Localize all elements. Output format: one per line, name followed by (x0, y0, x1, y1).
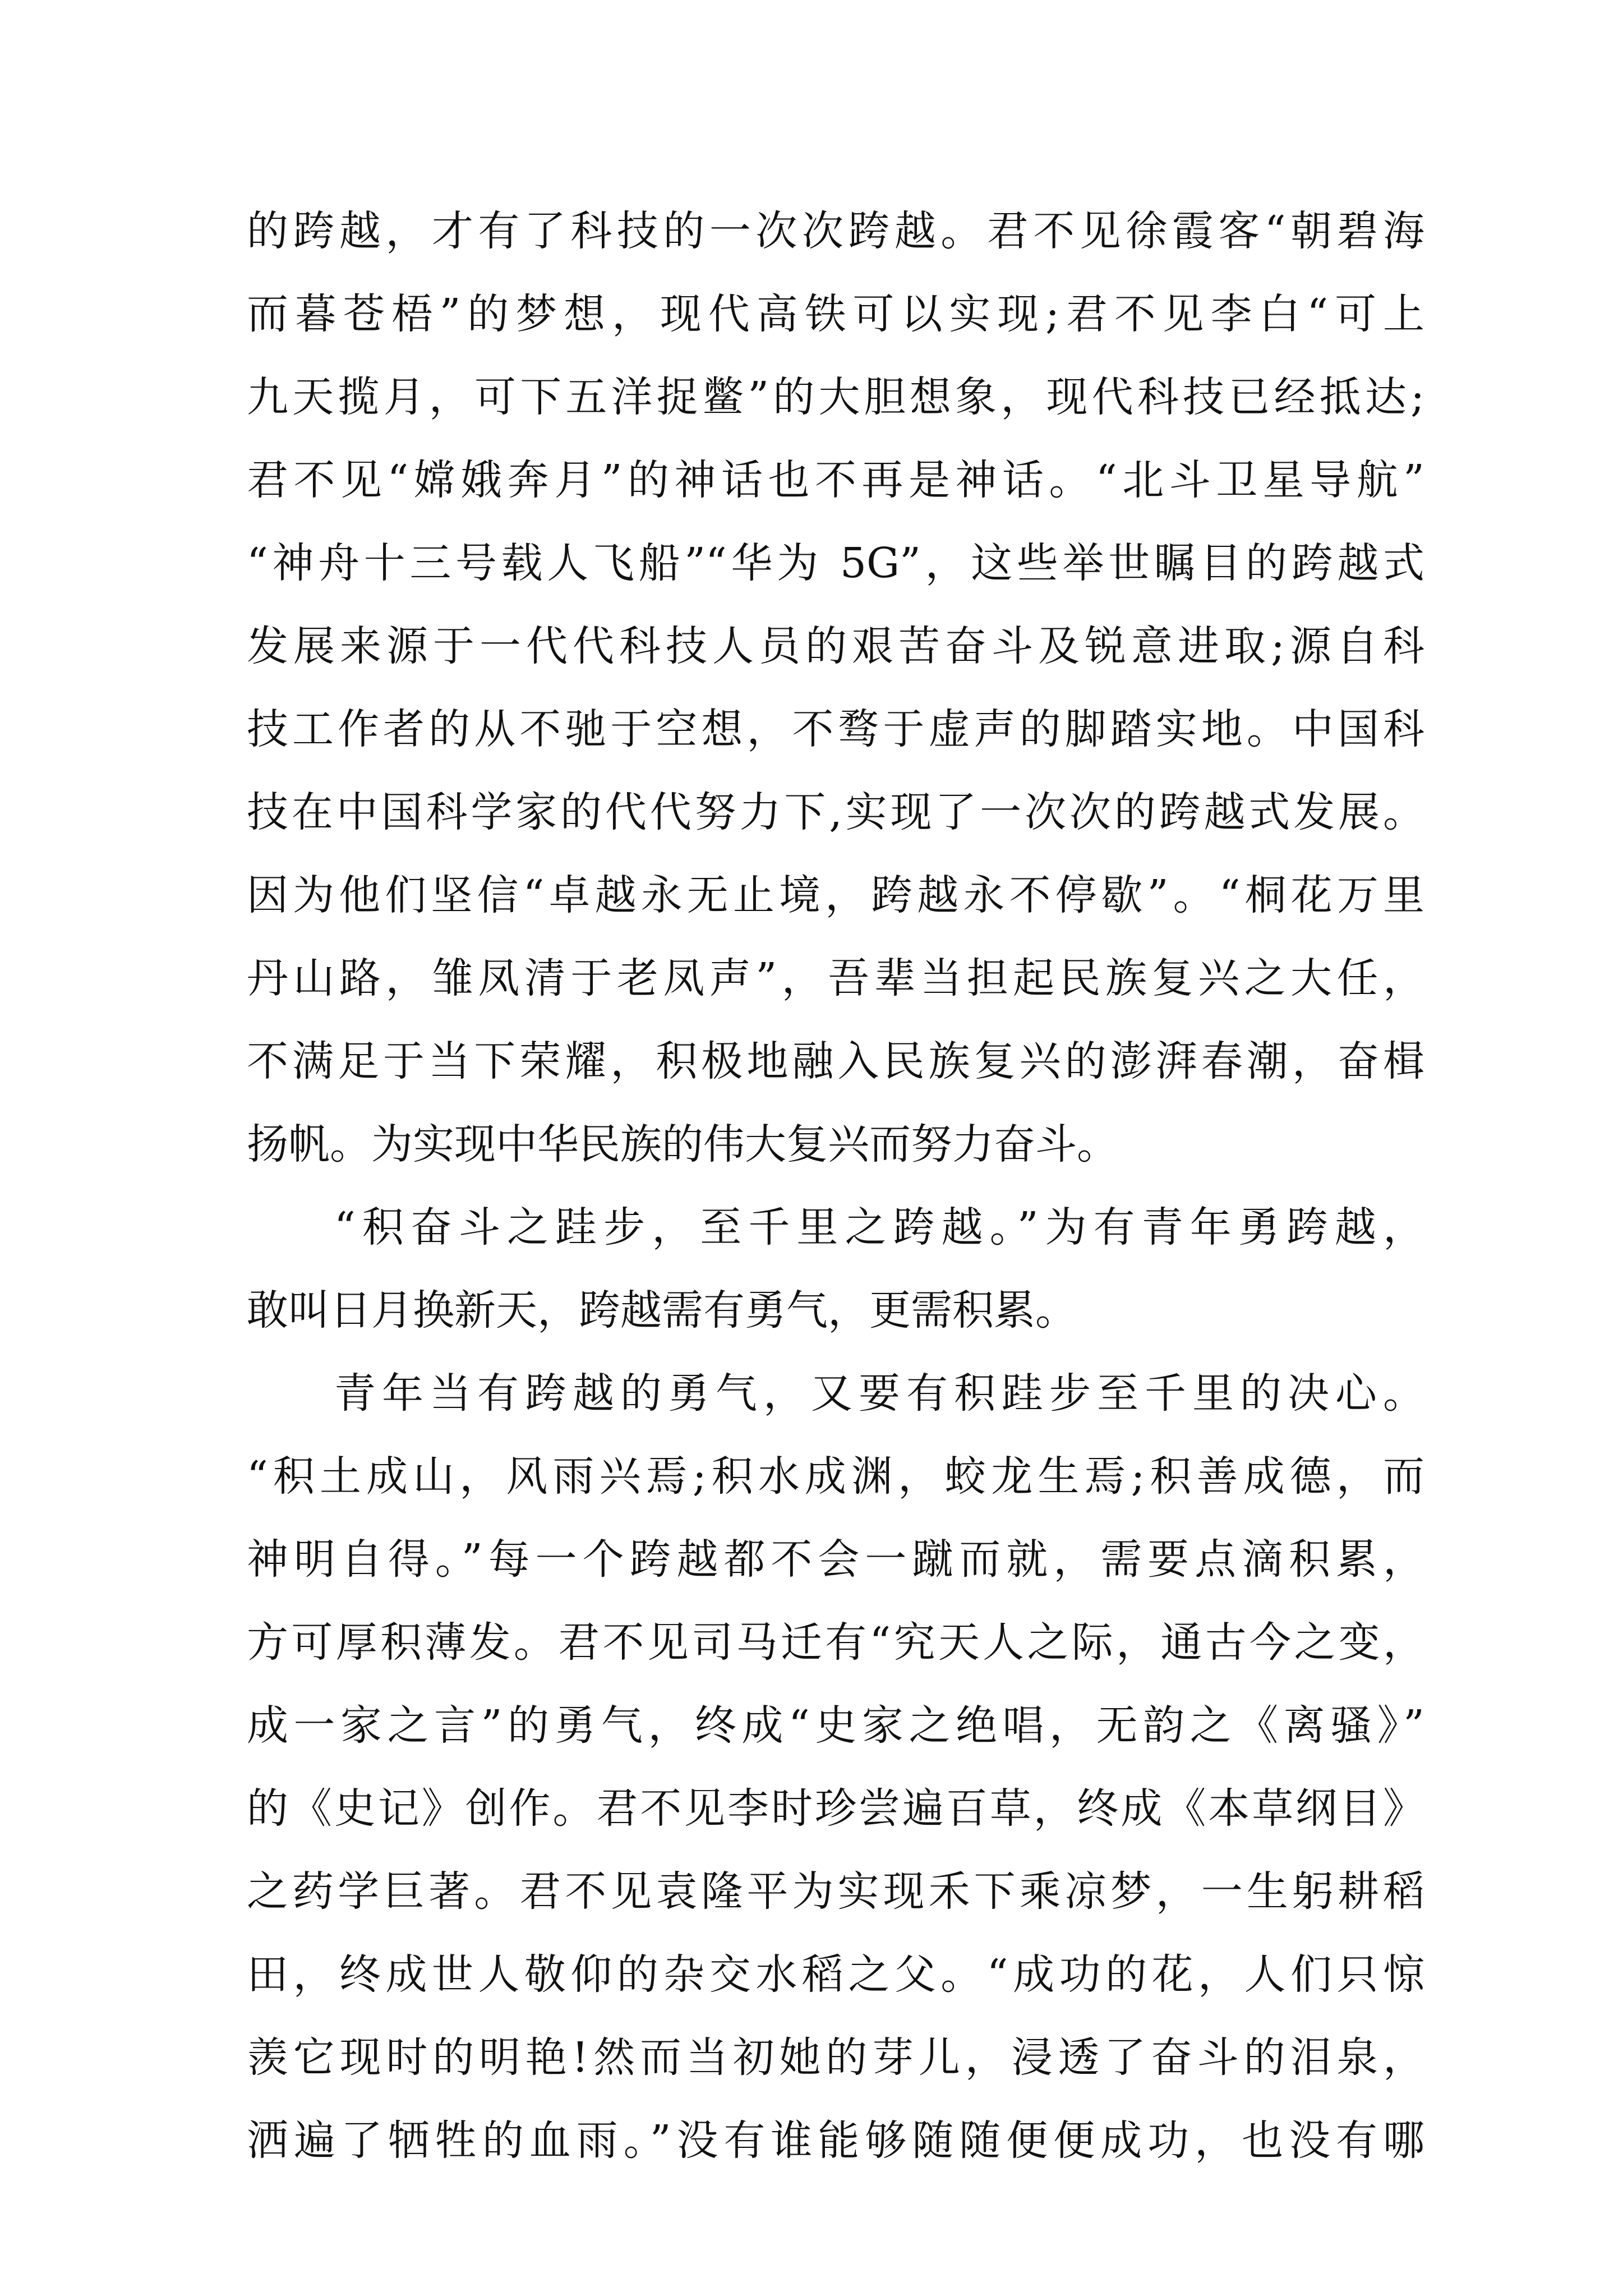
text-line: 的跨越，才有了科技的一次次跨越。君不见徐霞客“朝碧海 (247, 207, 1424, 255)
text-line: 的《史记》创作。君不见李时珍尝遍百草，终成《本草纲目》 (247, 1784, 1424, 1833)
text-line: 君不见“嫦娥奔月”的神话也不再是神话。“北斗卫星导航” (247, 456, 1424, 504)
text-line: 不满足于当下荣耀，积极地融入民族复兴的澎湃春潮，奋楫 (247, 1037, 1424, 1085)
text-line: “神舟十三号载人飞船”“华为 5G”，这些举世瞩目的跨越式 (247, 539, 1424, 587)
text-line: 发展来源于一代代科技人员的艰苦奋斗及锐意进取;源自科 (247, 622, 1424, 670)
text-line: 洒遍了牺牲的血雨。”没有谁能够随随便便成功，也没有哪 (247, 2116, 1424, 2165)
text-line: 九天揽月，可下五洋捉鳖”的大胆想象，现代科技已经抵达; (247, 373, 1424, 421)
text-line: 丹山路，雏凤清于老凤声”，吾辈当担起民族复兴之大任， (247, 954, 1424, 1002)
text-line: 成一家之言”的勇气，终成“史家之绝唱，无韵之《离骚》” (247, 1701, 1424, 1750)
text-line: 敢叫日月换新天，跨越需有勇气，更需积累。 (247, 1286, 1077, 1335)
text-line: 之药学巨著。君不见袁隆平为实现禾下乘凉梦，一生躬耕稻 (247, 1867, 1424, 1916)
text-line: “积土成山，风雨兴焉;积水成渊，蛟龙生焉;积善成德，而 (247, 1452, 1424, 1501)
text-line: 田，终成世人敬仰的杂交水稻之父。“成功的花，人们只惊 (247, 1950, 1424, 1999)
text-line: 而暮苍梧”的梦想，现代高铁可以实现;君不见李白“可上 (247, 290, 1424, 338)
text-line: 羡它现时的明艳!然而当初她的芽儿，浸透了奋斗的泪泉， (247, 2033, 1424, 2082)
text-line: 青年当有跨越的勇气，又要有积跬步至千里的决心。 (334, 1369, 1424, 1418)
text-line: 技工作者的从不驰于空想，不骛于虚声的脚踏实地。中国科 (247, 705, 1424, 753)
text-line: 扬帆。为实现中华民族的伟大复兴而努力奋斗。 (247, 1120, 1118, 1168)
text-line: 方可厚积薄发。君不见司马迁有“究天人之际，通古今之变， (247, 1618, 1424, 1667)
text-line: 神明自得。”每一个跨越都不会一蹴而就，需要点滴积累， (247, 1535, 1424, 1584)
text-line: 技在中国科学家的代代努力下,实现了一次次的跨越式发展。 (247, 788, 1424, 836)
body-text (247, 190, 1424, 2182)
text-line: “积奋斗之跬步，至千里之跨越。”为有青年勇跨越， (334, 1203, 1424, 1251)
text-line: 因为他们坚信“卓越永无止境，跨越永不停歇”。“桐花万里 (247, 871, 1424, 919)
